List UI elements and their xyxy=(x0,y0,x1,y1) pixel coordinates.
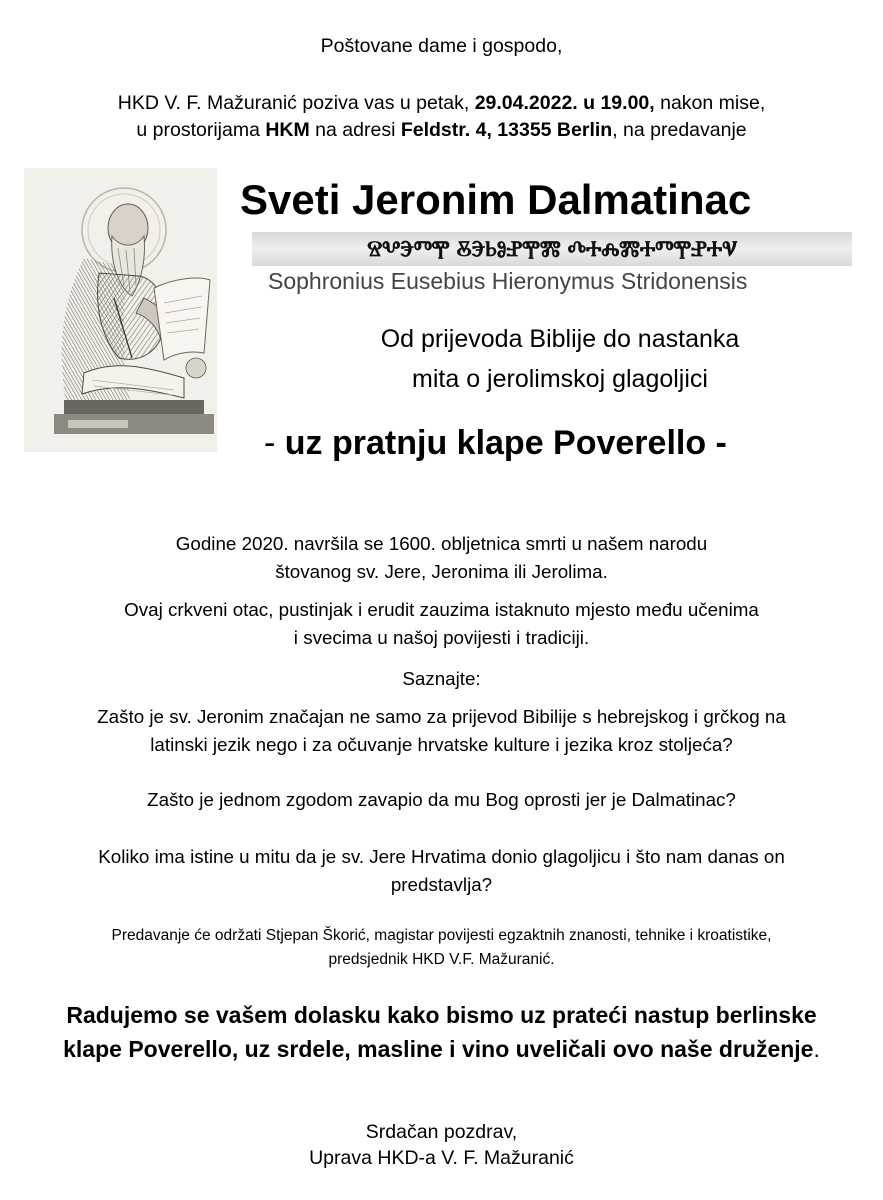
invite-text: , na predavanje xyxy=(612,119,747,141)
greeting: Poštovane dame i gospodo, xyxy=(320,35,563,57)
question-3-line-1: Koliko ima istine u mitu da je sv. Jere Hrvatima donio glagoljicu i što nam danas on xyxy=(98,846,785,867)
glagolitic-title-banner: ⰔⰂⰅⰕⰉ ⰋⰅⰓⰑⰐⰉⰏ ⰄⰀⰎⰏⰀⰕⰉⰐⰀⰜ xyxy=(252,232,852,266)
question-1-line-2: latinski jezik nego i za očuvanje hrvatske kulture i jezika kroz stoljeća? xyxy=(150,734,733,755)
lecture-subtitle-line-1: Od prijevoda Biblije do nastanka xyxy=(380,325,740,353)
closing-line-1: Radujemo se vašem dolasku kako bismo uz prateći nastup berlinske xyxy=(66,1002,817,1028)
signature-name: Uprava HKD-a V. F. Mažuranić xyxy=(309,1147,574,1169)
learn-heading: Saznajte: xyxy=(402,668,481,689)
invite-line-1 xyxy=(0,93,883,114)
speaker-line-1: Predavanje će održati Stjepan Škorić, magistar povijesti egzaktnih znanosti, tehnike i kroatistike, xyxy=(111,927,772,944)
paragraph-1-line-1: Godine 2020. navršila se 1600. obljetnica smrti u našem narodu xyxy=(175,533,708,554)
invite-line-2 xyxy=(0,120,883,141)
invite-text: na adresi xyxy=(309,119,401,141)
closing-text: klape Poverello, uz srdele, masline i vino uveličali ovo naše druženje xyxy=(63,1036,814,1062)
paragraph-1-line-2: štovanog sv. Jere, Jeronima ili Jerolima. xyxy=(275,561,608,582)
invite-text: u prostorijama xyxy=(136,119,266,141)
speaker-line-2: predsjednik HKD V.F. Mažuranić. xyxy=(328,951,555,968)
accompaniment-dash: - xyxy=(264,424,285,462)
question-2: Zašto je jednom zgodom zavapio da mu Bog oprosti jer je Dalmatinac? xyxy=(147,789,736,810)
question-3-line-2: predstavlja? xyxy=(390,874,493,895)
lecture-title: Sveti Jeronim Dalmatinac xyxy=(240,176,752,223)
accompaniment-line xyxy=(264,424,727,463)
saint-jerome-portrait xyxy=(24,168,217,452)
accompaniment-text: uz pratnju klape Poverello - xyxy=(284,424,727,462)
paragraph-2-line-1: Ovaj crkveni otac, pustinjak i erudit zauzima istaknuto mjesto među učenima xyxy=(124,599,759,620)
paragraph-2-line-2: i svecima u našoj povijesti i tradiciji. xyxy=(293,627,590,648)
invite-text: HKD V. F. Mažuranić poziva vas u petak, xyxy=(117,92,475,114)
invite-text: nakon mise, xyxy=(654,92,766,114)
event-datetime: 29.04.2022. u 19.00, xyxy=(474,92,655,114)
latin-name: Sophronius Eusebius Hieronymus Stridonensis xyxy=(268,268,748,294)
closing-line-2 xyxy=(0,1032,883,1066)
signature-greeting: Srdačan pozdrav, xyxy=(365,1121,518,1143)
lecture-subtitle-line-2: mita o jerolimskoj glagoljici xyxy=(412,365,708,393)
saint-jerome-engraving-image xyxy=(24,168,217,452)
venue-address: Feldstr. 4, 13355 Berlin xyxy=(400,119,613,141)
venue-name: HKM xyxy=(265,119,310,141)
closing-period: . xyxy=(813,1036,820,1062)
question-1-line-1: Zašto je sv. Jeronim značajan ne samo za prijevod Bibilije s hebrejskog i grčkog na xyxy=(97,706,786,727)
